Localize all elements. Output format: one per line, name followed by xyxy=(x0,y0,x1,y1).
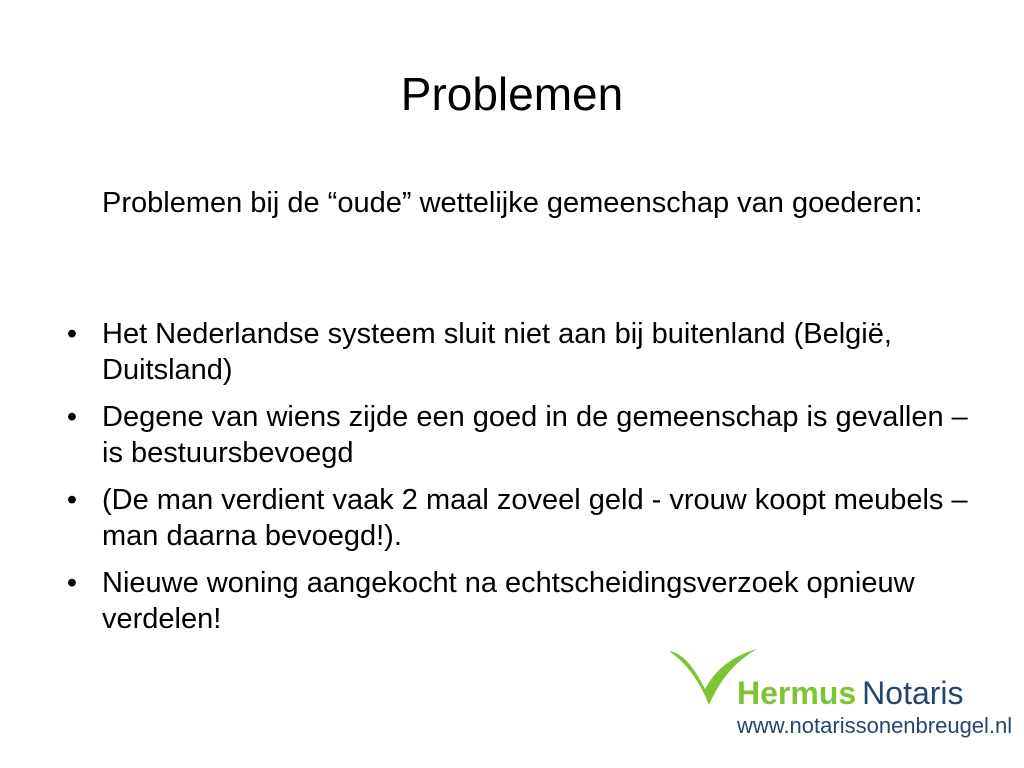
slide-title: Problemen xyxy=(400,68,624,120)
hermus-notaris-logo xyxy=(665,645,1013,755)
bullet-list xyxy=(0,316,1024,648)
intro-text: Problemen bij de “oude” wettelijke gemeenschap van goederen: xyxy=(102,187,923,219)
bullet-item xyxy=(0,316,982,388)
logo-name xyxy=(737,675,964,711)
bullet-dot: • xyxy=(66,401,78,433)
bullet-item xyxy=(0,565,982,637)
bullet-item xyxy=(0,399,982,471)
bullet-dot: • xyxy=(66,567,78,599)
bullet-text: Nieuwe woning aangekocht na echtscheidingsverzoek opnieuw verdelen! xyxy=(102,567,915,635)
bullet-text: Degene van wiens zijde een goed in de gemeenschap is gevallen – is bestuursbevoegd xyxy=(102,401,968,469)
logo-name-second: Notaris xyxy=(862,675,964,711)
logo-url: www.notarissonenbreugel.nl xyxy=(737,713,1013,738)
bullet-text: Het Nederlandse systeem sluit niet aan bij buitenland (België, Duitsland) xyxy=(102,318,892,386)
logo-name-first: Hermus xyxy=(737,675,857,711)
bullet-dot: • xyxy=(66,318,78,350)
bullet-item xyxy=(0,482,982,554)
bullet-dot: • xyxy=(66,484,78,516)
bullet-text: (De man verdient vaak 2 maal zoveel geld - vrouw koopt meubels – man daarna bevoegd!). xyxy=(102,484,968,552)
